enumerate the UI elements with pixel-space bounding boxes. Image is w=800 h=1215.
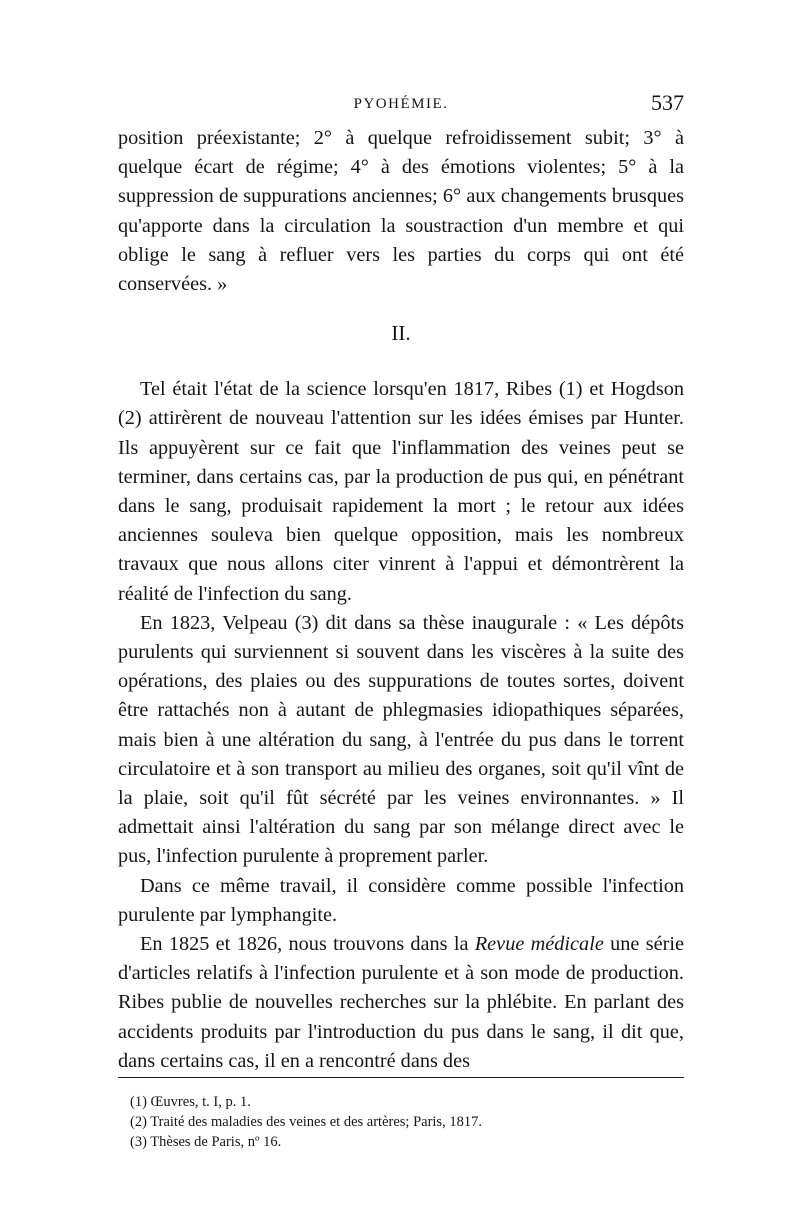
footnote-divider <box>118 1077 684 1078</box>
footnotes <box>130 1092 684 1152</box>
journal-title-italic: Revue médicale <box>474 933 604 956</box>
footnote-3: (3) Thèses de Paris, nº 16. <box>130 1134 282 1150</box>
paragraph-lymphangite: Dans ce même travail, il considère comme possible l'infection purulente par lymphangite. <box>118 874 684 926</box>
running-head <box>118 90 684 116</box>
paragraph-revue-medicale <box>118 930 684 1076</box>
footnote-2: (2) Traité des maladies des veines et des artères; Paris, 1817. <box>130 1114 482 1130</box>
running-title: PYOHÉMIE. <box>353 96 449 112</box>
paragraph-ribes-hogdson: Tel était l'état de la science lorsqu'en 1817, Ribes (1) et Hogdson (2) attirèrent de nouveau l'attention sur les idées émises par Hunter. Ils appuyèrent sur ce fait que l'inflammation des veines peut se terminer, dans certains cas, par la production de pus qui, en pénétrant dans le sang, produisait rapidement la mort ; le retour aux idées anciennes souleva bien quelque opposition, mais les nombreux travaux que nous allons citer vinrent à l'appui et démontrèrent la réalité de l'infection du sang. <box>118 378 684 605</box>
paragraph-revue-medicale-start: En 1825 et 1826, nous trouvons dans la <box>140 933 475 956</box>
footnote-1: (1) Œuvres, t. I, p. 1. <box>130 1094 251 1110</box>
section-heading: II. <box>391 321 411 346</box>
paragraph-continuation: position préexistante; 2° à quelque refroidissement subit; 3° à quelque écart de régime; 4° à des émotions violentes; 5° à la suppression de suppurations anciennes; 6° aux changements brusques qu'apporte dans la circulation la soustraction d'un membre et qui oblige le sang à refluer vers les parties du corps qui ont été conservées. » <box>118 127 684 296</box>
page-number: 537 <box>651 90 684 115</box>
paragraph-revue-medicale-end: une série d'articles relatifs à l'infection purulente et à son mode de production. Ribes publie de nouvelles recherches sur la phlébite. En parlant des accidents produits par l'introduction du pus dans le sang, il dit que, dans certains cas, il en a rencontré dans des <box>118 933 684 1072</box>
body-text <box>118 124 684 1076</box>
paragraph-velpeau: En 1823, Velpeau (3) dit dans sa thèse inaugurale : « Les dépôts purulents qui surviennent si souvent dans les viscères à la suite des opérations, des plaies ou des suppurations de toutes sortes, doivent être rattachés non à autant de phlegmasies idiopathiques séparées, mais bien à une altération du sang, à l'entrée du pus dans le torrent circulatoire et à son transport au milieu des organes, soit qu'il vînt de la plaie, soit qu'il fût sécrété par les veines environnantes. » Il admettait ainsi l'altération du sang par son mélange direct avec le pus, l'infection purulente à proprement parler. <box>118 611 684 868</box>
